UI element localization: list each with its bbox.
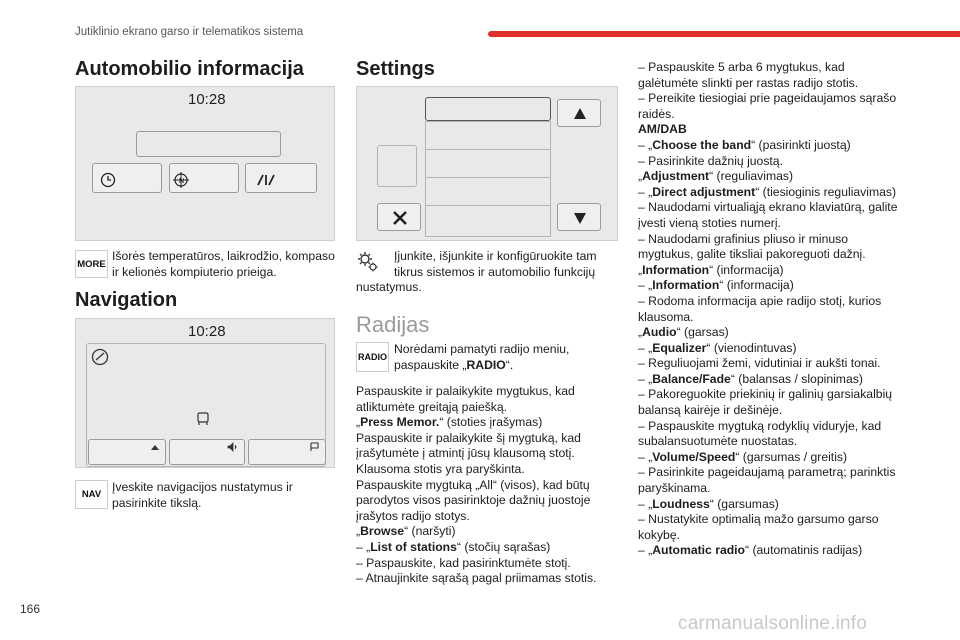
radio-tile-icon: RADIO	[356, 342, 389, 372]
text-line: – „Information“ (informacija)	[638, 278, 794, 293]
text-line: „Browse“ (naršyti)	[356, 524, 456, 539]
text-line: – Naudodami virtualiąją ekrano klaviatūrą, galite	[638, 200, 898, 215]
text-line: paryškinama.	[638, 481, 711, 496]
screen-empty-field	[136, 131, 281, 157]
section-title-settings: Settings	[356, 58, 435, 80]
text-line: „Information“ (informacija)	[638, 262, 784, 277]
text-line: – „List of stations“ (stočių sąrašas)	[356, 539, 551, 554]
direction-icon	[89, 440, 167, 466]
text-line: – Paspauskite, kad pasirinktumėte stotį.	[356, 555, 571, 570]
radio-instructions-left	[356, 384, 596, 587]
close-icon	[378, 204, 422, 232]
settings-list-divider	[425, 205, 551, 206]
text-line: Klausoma stotis yra paryškinta.	[356, 461, 525, 476]
navigation-description: Įveskite navigacijos nustatymus ir pasirinkite tikslą.	[112, 480, 293, 510]
text-line: įvesti vieną stoties numerį.	[638, 215, 781, 230]
screen-scroll-down-button	[557, 203, 601, 231]
text-line: – Naudodami grafinius pliuso ir minuso	[638, 231, 849, 246]
settings-list-divider	[425, 149, 551, 150]
text-line: kokybę.	[638, 527, 681, 542]
screen-nav-button-destination	[248, 439, 326, 465]
section-title-navigation: Navigation	[75, 289, 178, 311]
text-line: AM/DAB	[638, 122, 687, 137]
text-line: raidės.	[638, 106, 675, 121]
text-line: subalansuotumėte nuostatas.	[638, 434, 798, 449]
screen-clock-button	[92, 163, 162, 193]
running-header: Jutiklinio ekrano garso ir telematikos sistema	[75, 26, 304, 38]
text-line: Paspauskite ir palaikykite mygtukus, kad	[356, 384, 575, 398]
text-line: – „Direct adjustment“ (tiesioginis reguliavimas)	[638, 184, 897, 199]
text-line: – „Loudness“ (garsumas)	[638, 496, 779, 511]
screen-trip-button	[245, 163, 317, 193]
text-line: įrašytumėte į atmintį jūsų klausomą stotį.	[356, 446, 575, 461]
vehicle-info-description: Išorės temperatūros, laikrodžio, kompaso ir kelionės kompiuterio prieiga.	[112, 249, 335, 279]
screen-nav-button-sound	[169, 439, 245, 465]
text-line: galėtumėte slinkti per rastas radijo stotis.	[638, 75, 859, 90]
nav-tile-icon: NAV	[75, 480, 108, 509]
section-title-radio: Radijas	[356, 312, 430, 337]
triangle-down-icon	[558, 204, 602, 232]
trip-computer-icon	[246, 164, 318, 194]
text-line: „Press Memor.“ (stoties įrašymas)	[356, 415, 543, 430]
compass-icon	[170, 164, 240, 194]
text-line: „Adjustment“ (reguliavimas)	[638, 169, 794, 184]
text-line: – Pasirinkite pageidaujamą parametrą; parinktis	[638, 465, 896, 480]
text-line: – Pakoreguokite priekinių ir galinių garsiakalbių	[638, 387, 893, 402]
text-line: – Nustatykite optimalią mažo garsumo garso	[638, 512, 879, 527]
text-line: – Paspauskite 5 arba 6 mygtukus, kad	[638, 60, 845, 74]
navigation-screen-illustration	[75, 318, 335, 468]
settings-list-header	[425, 97, 551, 121]
text-line: – Rodoma informacija apie radijo stotį, kurios	[638, 293, 882, 308]
text-line: atliktumėte greitąją paiešką.	[356, 399, 508, 414]
settings-side-panel	[377, 145, 417, 187]
settings-description: Įjunkite, išjunkite ir konfigūruokite tam tikrus sistemos ir automobilio funkcijų	[394, 249, 597, 279]
section-title-vehicle-info: Automobilio informacija	[75, 58, 304, 80]
triangle-up-icon	[558, 100, 602, 128]
text-line: – Pereikite tiesiogiai prie pageidaujamos sąrašo	[638, 91, 897, 106]
text-line: „Audio“ (garsas)	[638, 325, 729, 340]
settings-gear-icon	[356, 250, 380, 274]
text-line: – „Balance/Fade“ (balansas / slopinimas)	[638, 371, 863, 386]
radio-instructions-right	[638, 60, 897, 559]
screen-clock: 10:28	[188, 323, 226, 340]
text-line: – „Equalizer“ (vienodintuvas)	[638, 340, 797, 355]
text-line: Paspauskite ir palaikykite šį mygtuką, kad	[356, 430, 581, 445]
screen-scroll-up-button	[557, 99, 601, 127]
more-tile-icon: MORE	[75, 250, 108, 278]
speaker-icon	[170, 440, 246, 466]
search-map-icon	[90, 347, 112, 369]
screen-clock: 10:28	[188, 91, 226, 108]
clock-icon	[93, 164, 163, 194]
text-line: klausoma.	[638, 309, 694, 324]
screen-close-button	[377, 203, 421, 231]
radio-intro: Norėdami pamatyti radijo meniu, paspauskite „RADIO“.	[394, 342, 570, 372]
settings-list	[425, 121, 551, 237]
watermark: carmanualsonline.info	[678, 613, 868, 634]
text-line: – „Volume/Speed“ (garsumas / greitis)	[638, 449, 848, 464]
text-line: – „Automatic radio“ (automatinis radijas)	[638, 543, 863, 558]
text-line: balansą kairėje ir dešinėje.	[638, 403, 783, 418]
text-line: – Reguliuojami žemi, vidutiniai ir aukšti tonai.	[638, 356, 881, 371]
text-line: Paspauskite mygtuką „All“ (visos), kad būtų	[356, 477, 590, 492]
text-line: mygtukus, galite tiksliai pakoreguoti dažnį.	[638, 247, 866, 262]
svg-text:N: N	[179, 178, 185, 185]
gear-icon	[356, 250, 380, 274]
screen-compass-button	[169, 163, 239, 193]
header-accent-bar	[488, 31, 960, 37]
text-line: įrašytos radijo stotys.	[356, 508, 470, 523]
text-line: parodytos visos pasirinktoje dažnių juostoje	[356, 493, 591, 508]
vehicle-info-screen-illustration	[75, 86, 335, 241]
page-number: 166	[20, 602, 41, 616]
settings-screen-illustration	[356, 86, 618, 241]
vehicle-marker-icon	[196, 411, 210, 427]
screen-nav-button-direction	[88, 439, 166, 465]
text-line: – Pasirinkite dažnių juostą.	[638, 153, 783, 168]
text-line: – „Choose the band“ (pasirinkti juostą)	[638, 137, 851, 152]
text-line: – Paspauskite mygtuką rodyklių viduryje, kad	[638, 418, 882, 433]
flag-icon	[249, 440, 327, 466]
settings-list-divider	[425, 177, 551, 178]
text-line: – Atnaujinkite sąrašą pagal priimamas stotis.	[356, 571, 597, 586]
settings-description-cont: nustatymus.	[356, 280, 422, 294]
